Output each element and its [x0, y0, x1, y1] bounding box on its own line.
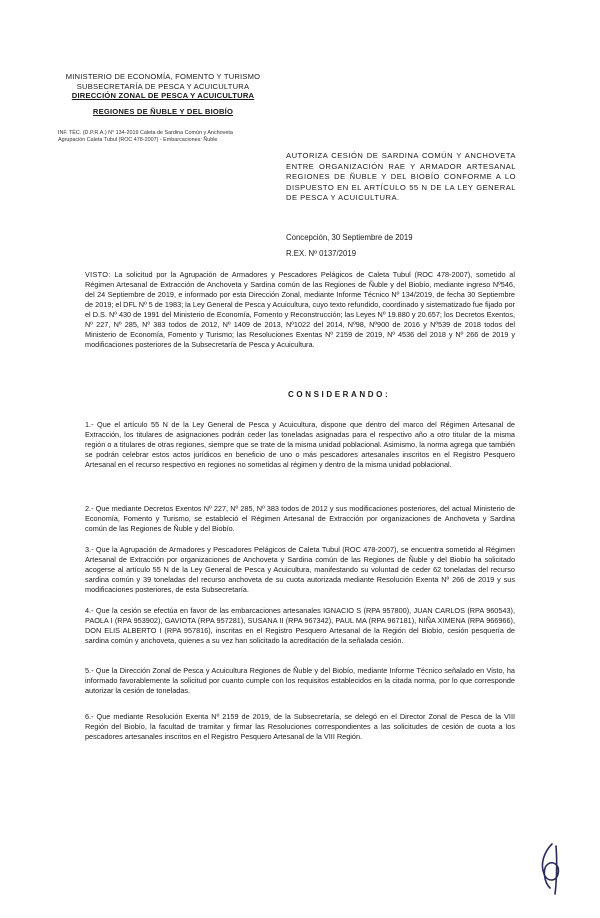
visto-text: La solicitud por la Agrupación de Armadores y Pescadores Pelágicos de Caleta Tubul (ROC 478-2007), sometido al Régimen Artesanal de Extracción de Anchoveta y Sardina común de las Regiones de Ñuble y del Biobío, mediante ingreso Nº546, del 24 Septiembre de 2019, e informado por esta Dirección Zonal, mediante Informe Técnico Nº 134/2019, de fecha 30 Septiembre de 2019; el DFL Nº 5 de 1983; la Ley General de Pesca y Acuicultura, cuyo texto refundido, coordinado y sistematizado fue fijado por el D.S. Nº 430 de 1991 del Ministerio de Economía, Fomento y Reconstrucción; las Leyes Nº 19.880 y 20.657; los Decretos Exentos, Nº 227, Nº 285, Nº 383 todos de 2012, Nº 1409 de 2013, Nº1022 del 2014, Nº98, Nº900 de 2016 y Nº539 de 2018 todos del Ministerio de Economía, Fomento y Turismo; las Resoluciones Exentas Nº 2159 de 2019, Nº 4536 del 2018 y Nº 266 de 2019 y modificaciones posteriores de la Subsecretaría de Pesca y Acuicultura. [85, 270, 515, 350]
considerando-heading: CONSIDERANDO: [288, 390, 391, 399]
regiones-line: REGIONES DE ÑUBLE Y DEL BIOBÍO [92, 106, 234, 116]
letterhead [58, 72, 268, 116]
reference-notes [58, 130, 278, 144]
reference-note-1: INF. TÉC. (D.P.R.A.) N° 134-2019 Caleta de Sardina Común y Anchoveta [58, 130, 233, 136]
reference-note-2: Agrupación Caleta Tubul (ROC 478-2007) - Embarcaciones: Ñuble [58, 137, 218, 143]
visto-label: VISTO: [85, 270, 111, 279]
resolution-title: AUTORIZA CESIÓN DE SARDINA COMÚN Y ANCHOVETA ENTRE ORGANIZACIÓN RAE Y ARMADOR ARTESANAL REGIONES DE ÑUBLE Y DEL BIOBÍO CONFORME A LO DISPUESTO EN EL ARTÍCULO 55 N DE LA LEY GENERAL DE PESCA Y ACUICULTURA. [286, 151, 516, 203]
considerando-5: 5.- Que la Dirección Zonal de Pesca y Acuicultura Regiones de Ñuble y del Biobío, mediante Informe Técnico señalado en Visto, ha informado favorablemente la solicitud por cuanto cumple con los requisitos establecidos en la citada norma, por lo que corresponde autorizar la cesión de toneladas. [85, 666, 515, 696]
resolution-number: R.EX. Nº 0137/2019 [286, 249, 357, 258]
ministry-line: MINISTERIO DE ECONOMÍA, FOMENTO Y TURISMO [65, 72, 261, 81]
considerando-3: 3.- Que la Agrupación de Armadores y Pescadores Pelágicos de Caleta Tubul (ROC 478-2007), se encuentra sometido al Régimen Artesanal de Extracción por organizaciones de Anchoveta y Sardina común de las Regiones de Ñuble y del Biobío ha solicitado acogerse al artículo 55 N de la Ley General de Pesca y Acuicultura, manifestando su voluntad de ceder 62 toneladas del recurso sardina común y 39 toneladas del recurso anchoveta de su cuota autorizada mediante Resolución Exenta Nº 266 de 2019 y sus modificaciones posteriores, de esta Subsecretaría. [85, 545, 515, 595]
subsecretaria-line: SUBSECRETARÍA DE PESCA Y ACUICULTURA [76, 81, 250, 91]
considerando-2: 2.- Que mediante Decretos Exentos Nº 227, Nº 285, Nº 383 todos de 2012 y sus modificaciones posteriores, del actual Ministerio de Economía, Fomento y Turismo, se estableció el Régimen Artesanal de Extracción por organizaciones de Anchoveta y Sardina común de las Regiones de Ñuble y del Biobío. [85, 504, 515, 534]
considerando-1: 1.- Que el artículo 55 N de la Ley General de Pesca y Acuicultura, dispone que dentro del marco del Régimen Artesanal de Extracción, los titulares de asignaciones podrán ceder las toneladas asignadas para el respectivo año a otro titular de la misma región o a titulares de otras regiones, siempre que se trate de la misma unidad poblacional. Asimismo, la norma agrega que también se podrán celebrar estos actos jurídicos en beneficio de uno o más pescadores artesanales inscritos en el Registro Pesquero Artesanal en el recurso respectivo en regiones no sometidas al régimen y dentro de la misma unidad poblacional. [85, 420, 515, 470]
resolution-date: Concepción, 30 Septiembre de 2019 [286, 233, 413, 242]
considerando-4: 4.- Que la cesión se efectúa en favor de las embarcaciones artesanales IGNACIO S (RPA 957800), JUAN CARLOS (RPA 960543), PAOLA I (RPA 953902), GAVIOTA (RPA 957281), SUSANA II (RPA 967342), PAUL MA (RPA 967181), NIÑA XIMENA (RPA 966966), DON ELIS ALBERTO I (RPA 957816), inscritas en el Registro Pesquero Artesanal de la Región del Biobío, cesión pesquería de sardina común y anchoveta, quienes a su vez han solicitado la acreditación de la señalada cesión. [85, 606, 515, 646]
considerando-6: 6.- Que mediante Resolución Exenta Nº 2159 de 2019, de la Subsecretaría, se delegó en el Director Zonal de Pesca de la VIII Región del Biobío, la facultad de tramitar y firmar las Resoluciones correspondientes a las solicitudes de cesión de cuota a los pescadores artesanales inscritos en el Registro Pesquero Artesanal de la VIII Región. [85, 712, 515, 742]
signature-initial [530, 838, 570, 898]
visto-paragraph [85, 270, 515, 350]
direccion-zonal-line: DIRECCIÓN ZONAL DE PESCA Y ACUICULTURA [71, 91, 255, 101]
